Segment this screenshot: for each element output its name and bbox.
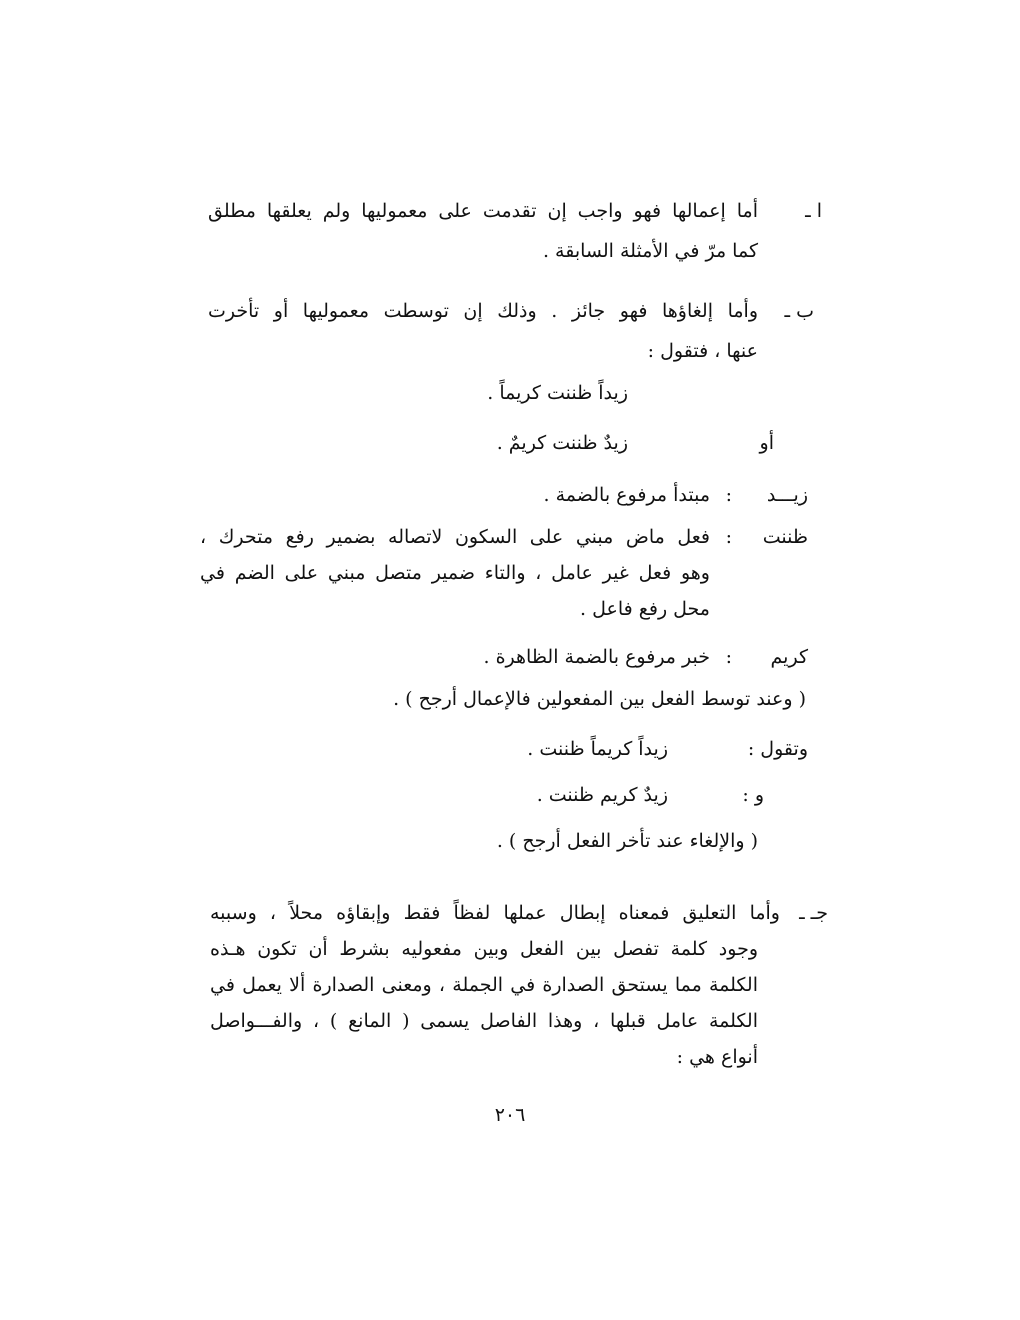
label-taqul: وتقول : xyxy=(747,738,808,760)
parse-colon-zanantu: : xyxy=(725,526,732,548)
parse-term-karim: كريم xyxy=(770,646,808,668)
parse-term-zanantu: ظننت xyxy=(762,526,808,548)
note-ilgha: ( والإلغاء عند تأخر الفعل أرجح ) . xyxy=(496,830,758,852)
parse-def-zanantu-1: فعل ماض مبني على السكون لاتصاله بضمير رفع متحرك ، xyxy=(200,526,710,548)
section-a-line-1: أما إعمالها فهو واجب إن تقدمت على معموليها ولم يعلقها مطلق xyxy=(208,200,758,222)
section-j-line-4: الكلمة عامل قبلها ، وهذا الفاصل يسمى ( المانع ) ، والفـــواصل xyxy=(210,1010,758,1032)
section-j-line-2: وجود كلمة تفصل بين الفعل وبين مفعوليه بشرط أن تكون هـذه xyxy=(210,938,758,960)
label-wa: و : xyxy=(742,784,764,806)
parse-term-zaid: زيـــد xyxy=(766,484,808,506)
parse-def-karim: خبر مرفوع بالضمة الظاهرة . xyxy=(483,646,710,668)
section-j-line-5: أنواع هي : xyxy=(676,1046,758,1068)
note-tawassut: ( وعند توسط الفعل بين المفعولين فالإعمال أرجح ) . xyxy=(393,688,806,710)
example-wa: زيدٌ كريم ظننت . xyxy=(536,784,668,806)
section-b-line-1: وأما إلغاؤها فهو جائز . وذلك إن توسطت معموليها أو تأخرت xyxy=(208,300,758,322)
parse-def-zanantu-3: محل رفع فاعل . xyxy=(580,598,710,620)
parse-def-zanantu-2: وهو فعل غير عامل ، والتاء ضمير متصل مبني على الضم في xyxy=(200,562,710,584)
example-2: زيدٌ ظننت كريمٌ . xyxy=(496,432,628,454)
or-word: أو xyxy=(759,432,774,454)
section-a-line-2: كما مرّ في الأمثلة السابقة . xyxy=(542,240,758,262)
section-j-line-3: الكلمة مما يستحق الصدارة في الجملة ، ومعنى الصدارة ألا يعمل في xyxy=(210,974,758,996)
section-j-marker: جـ ـ xyxy=(799,902,828,924)
example-taqul: زيداً كريماً ظننت . xyxy=(527,738,668,760)
section-b-marker: ب ـ xyxy=(784,300,814,322)
parse-def-zaid: مبتدأ مرفوع بالضمة . xyxy=(543,484,710,506)
section-j-line-1: وأما التعليق فمعناه إبطال عملها لفظاً فقط وإبقاؤه محلاً ، وسببه xyxy=(210,902,780,924)
parse-colon-zaid: : xyxy=(725,484,732,506)
page-number: ٢٠٦ xyxy=(494,1104,526,1126)
section-a-marker: ا ـ xyxy=(805,200,822,222)
parse-colon-karim: : xyxy=(725,646,732,668)
example-1: زيداً ظننت كريماً . xyxy=(487,382,628,404)
section-b-line-2: عنها ، فتقول : xyxy=(647,340,758,362)
